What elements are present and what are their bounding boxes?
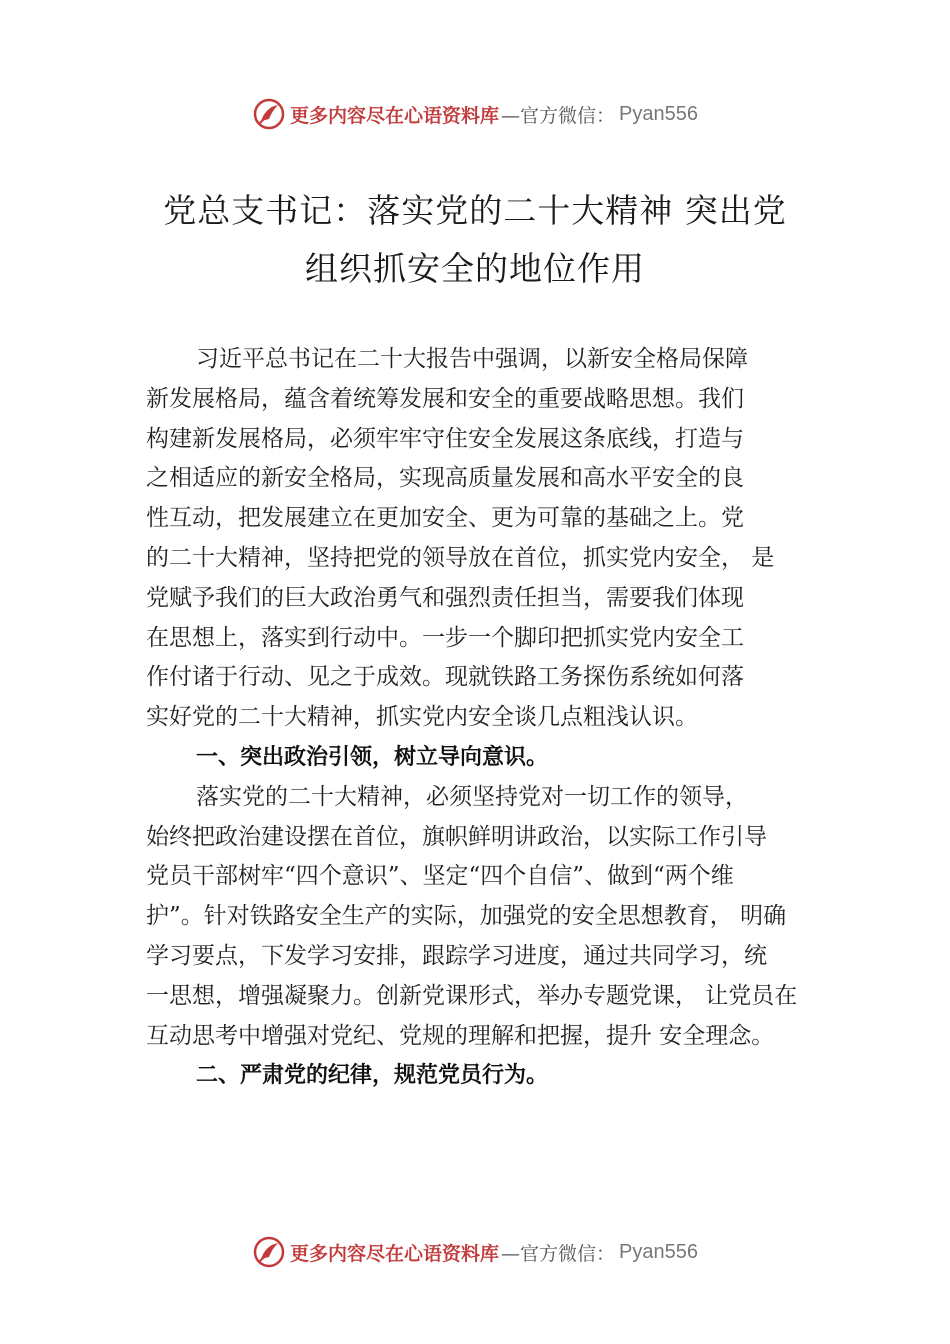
header-banner: [0, 94, 950, 134]
paragraph-line: 护”。针对铁路安全生产的实际，加强党的安全思想教育， 明确: [146, 903, 787, 930]
banner-brand-text: 更多内容尽在心语资料库: [290, 1242, 500, 1265]
paragraph-line: 落实党的二十大精神，必须坚持党对一切工作的领导，: [196, 783, 748, 810]
paragraph-line: 作付诸于行动、见之于成效。现就铁路工务探伤系统如何落: [146, 664, 744, 691]
paragraph-line: 性互动，把发展建立在更加安全、更为可靠的基础之上。党: [146, 505, 744, 532]
paragraph-line: 在思想上，落实到行动中。一步一个脚印把抓实党内安全工: [146, 624, 744, 651]
title-line-1: 党总支书记：落实党的二十大精神 突出党: [163, 191, 787, 230]
paragraph-line: 之相适应的新安全格局，实现高质量发展和高水平安全的良: [146, 465, 744, 492]
paragraph-line: 新发展格局，蕴含着统筹发展和安全的重要战略思想。我们: [146, 385, 744, 412]
paragraph-line: 互动思考中增强对党纪、党规的理解和把握，提升 安全理念。: [146, 1022, 775, 1049]
title-line-2: 组织抓安全的地位作用: [305, 249, 645, 288]
banner-separator-text: —官方微信：: [501, 104, 616, 127]
banner-separator-text: —官方微信：: [501, 1242, 616, 1265]
banner-wechat-id: Pyan556: [619, 102, 698, 125]
paragraph-line: 党员干部树牢“四个意识”、坚定“四个自信”、做到“两个维: [146, 863, 734, 890]
footer-banner: [0, 1232, 950, 1272]
paragraph-line: 一思想，增强凝聚力。创新党课形式，举办专题党课， 让党员在: [146, 982, 798, 1009]
paragraph-line: 习近平总书记在二十大报告中强调，以新安全格局保障: [196, 346, 748, 372]
paragraph-line: 实好党的二十大精神，抓实党内安全谈几点粗浅认识。: [146, 704, 698, 731]
banner-wechat-id: Pyan556: [619, 1240, 698, 1263]
brand-logo-icon: [252, 1235, 286, 1269]
banner-brand-text: 更多内容尽在心语资料库: [290, 104, 500, 127]
document-body: [146, 340, 836, 1096]
paragraph-line: 的二十大精神，坚持把党的领导放在首位，抓实党内安全， 是: [146, 544, 775, 571]
paragraph-line: 始终把政治建设摆在首位，旗帜鲜明讲政治，以实际工作引导: [146, 823, 767, 850]
document-title: [60, 182, 890, 298]
paragraph-line: 学习要点，下发学习安排，跟踪学习进度，通过共同学习，统: [146, 942, 767, 969]
section-heading-2: 二、严肃党的纪律，规范党员行为。: [196, 1063, 549, 1089]
section-heading-1: 一、突出政治引领，树立导向意识。: [196, 744, 549, 770]
paragraph-line: 构建新发展格局，必须牢牢守住安全发展这条底线，打造与: [146, 425, 744, 452]
brand-logo-icon: [252, 97, 286, 131]
paragraph-line: 党赋予我们的巨大政治勇气和强烈责任担当，需要我们体现: [146, 584, 744, 611]
